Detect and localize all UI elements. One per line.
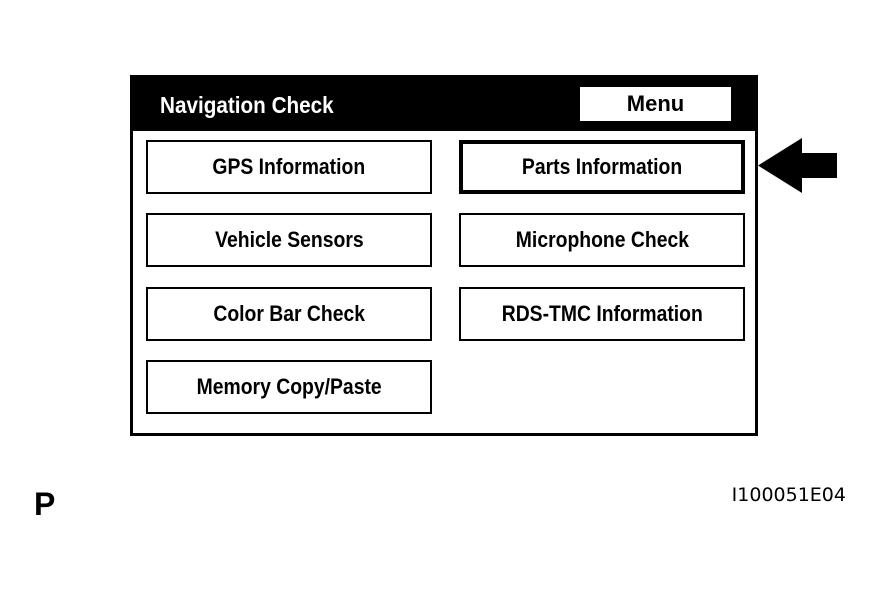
corner-letter: P	[34, 486, 56, 522]
vehicle-sensors-button[interactable]	[146, 213, 432, 267]
figure-id: I100051E04	[731, 484, 846, 506]
title-bar	[133, 78, 755, 131]
navigation-check-screen	[130, 75, 758, 436]
microphone-check-label: Microphone Check	[515, 227, 689, 252]
microphone-check-button[interactable]	[459, 213, 745, 267]
menu-button[interactable]: Menu	[580, 87, 731, 121]
arrow-left-icon	[758, 138, 838, 193]
gps-information-button[interactable]	[146, 140, 432, 194]
screen-title: Navigation Check	[160, 92, 334, 118]
memory-copy-paste-button[interactable]	[146, 360, 432, 414]
gps-information-label: GPS Information	[212, 154, 366, 179]
color-bar-check-button[interactable]	[146, 287, 432, 341]
parts-information-label: Parts Information	[521, 154, 683, 179]
vehicle-sensors-label: Vehicle Sensors	[214, 227, 364, 252]
rds-tmc-information-label: RDS-TMC Information	[501, 301, 703, 326]
memory-copy-paste-label: Memory Copy/Paste	[196, 374, 382, 399]
parts-information-button[interactable]	[459, 140, 745, 194]
color-bar-check-label: Color Bar Check	[213, 301, 365, 326]
rds-tmc-information-button[interactable]	[459, 287, 745, 341]
